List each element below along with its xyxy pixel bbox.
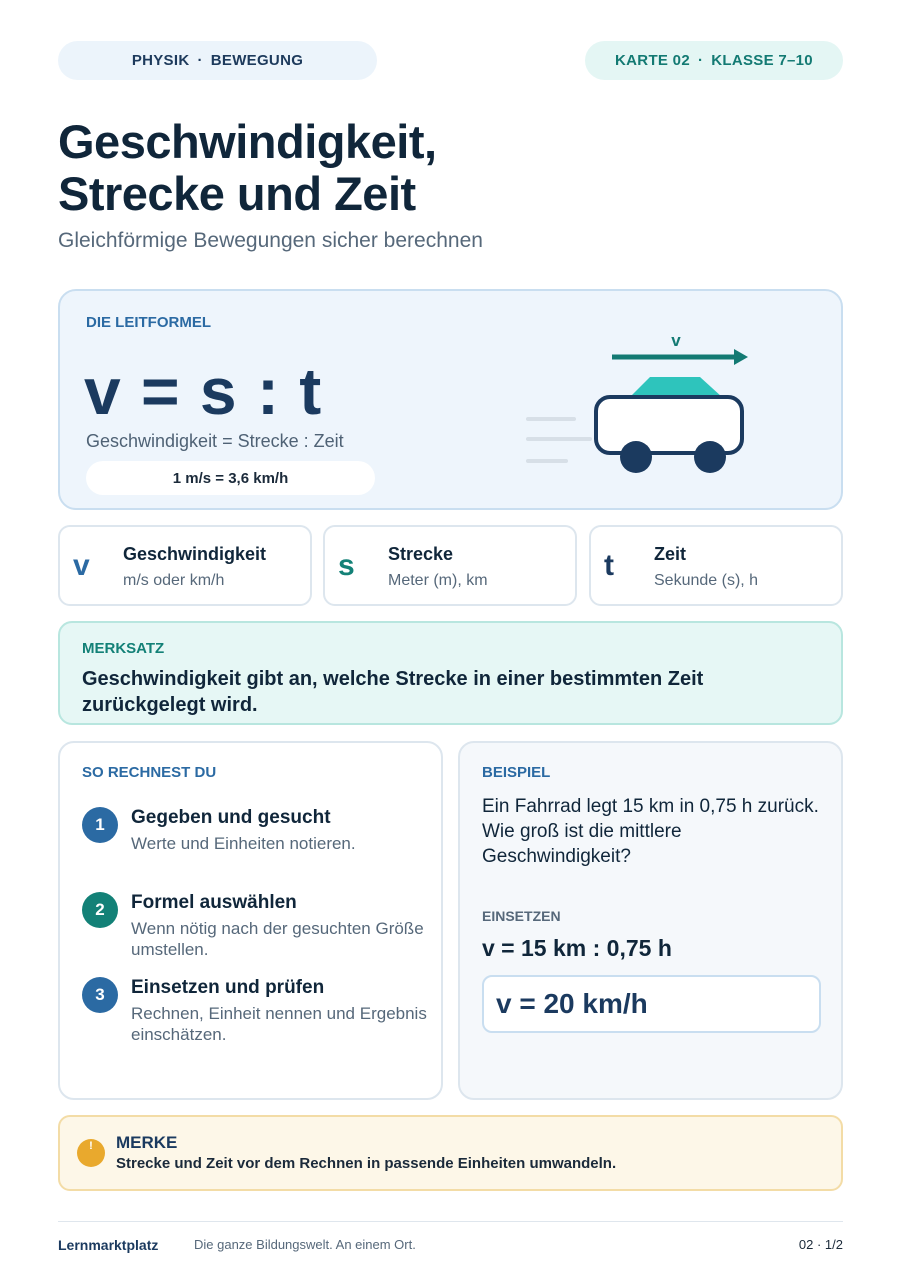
card-pill — [585, 41, 843, 80]
result-box: v = 20 km/h — [482, 975, 821, 1033]
velocity-arrow-label: v — [671, 331, 681, 350]
merksatz-label: MERKSATZ — [82, 640, 165, 657]
formula-label: DIE LEITFORMEL — [86, 314, 211, 331]
step-number-badge: 2 — [82, 892, 118, 928]
steps-card — [58, 741, 443, 1100]
footer-tagline: Die ganze Bildungswelt. An einem Ort. — [194, 1237, 416, 1252]
car-illustration — [526, 321, 786, 481]
car-roof — [630, 377, 722, 397]
variable-name: Geschwindigkeit — [123, 544, 267, 564]
variable-card-v — [58, 525, 312, 606]
warning-icon: ! — [77, 1139, 105, 1167]
page-title — [58, 116, 437, 220]
topic-label: BEWEGUNG — [210, 52, 304, 69]
car-wheel-front — [620, 441, 652, 473]
card-number-label: KARTE 02 — [615, 52, 690, 69]
page-title-line-1: Geschwindigkeit, — [58, 115, 437, 168]
step-text: Werte und Einheiten notieren. — [131, 834, 356, 853]
merksatz-text: Geschwindigkeit gibt an, welche Strecke in einer bestimmten Zeit zurückgelegt wird. — [82, 668, 704, 716]
substitution-label: EINSETZEN — [482, 908, 561, 924]
subject-pill — [58, 41, 377, 80]
subject-label: PHYSIK — [131, 52, 190, 69]
merksatz-card — [58, 621, 843, 725]
variable-symbol: s — [338, 549, 355, 582]
page-title-line-2: Strecke und Zeit — [58, 167, 416, 220]
step-text: Rechnen, Einheit nennen und Ergebnis einschätzen. — [131, 1004, 427, 1044]
page-subtitle: Gleichförmige Bewegungen sicher berechnen — [58, 229, 483, 252]
step-title: Formel auswählen — [131, 892, 297, 913]
variable-card-s — [323, 525, 577, 606]
grade-label: KLASSE 7–10 — [711, 52, 813, 69]
step-title: Einsetzen und prüfen — [131, 977, 325, 998]
note-text: Strecke und Zeit vor dem Rechnen in passende Einheiten umwandeln. — [116, 1155, 617, 1172]
note-label: MERKE — [116, 1133, 178, 1152]
steps-label: SO RECHNEST DU — [82, 764, 217, 781]
note-card — [58, 1115, 843, 1191]
velocity-arrow-head — [734, 349, 748, 365]
variable-unit: Sekunde (s), h — [654, 572, 759, 589]
subject-separator: · — [197, 52, 203, 69]
formula-card — [58, 289, 843, 510]
step-number-badge: 1 — [82, 807, 118, 843]
variable-symbol: t — [604, 549, 614, 582]
substitution-expression: v = 15 km : 0,75 h — [482, 935, 672, 961]
variable-name: Strecke — [388, 544, 454, 564]
variable-card-t — [589, 525, 843, 606]
variable-unit: Meter (m), km — [388, 572, 488, 589]
formula-words: Geschwindigkeit = Strecke : Zeit — [86, 431, 344, 451]
variable-unit: m/s oder km/h — [123, 572, 225, 589]
example-label: BEISPIEL — [482, 764, 551, 781]
step-title: Gegeben und gesucht — [131, 807, 331, 828]
footer-brand: Lernmarktplatz — [58, 1237, 159, 1253]
unit-conversion-badge: 1 m/s = 3,6 km/h — [86, 461, 375, 495]
variable-name: Zeit — [654, 544, 687, 564]
formula-expression: v = s : t — [84, 354, 323, 428]
step-number-badge: 3 — [82, 977, 118, 1013]
example-card — [458, 741, 843, 1100]
variable-symbol: v — [73, 549, 90, 582]
car-wheel-rear — [694, 441, 726, 473]
example-task: Ein Fahrrad legt 15 km in 0,75 h zurück. Wie groß ist die mittlere Geschwindigkeit? — [482, 796, 819, 867]
card-separator: · — [697, 52, 704, 69]
footer-divider — [58, 1221, 843, 1222]
page-number: 02 · 1/2 — [798, 1237, 843, 1252]
step-text: Wenn nötig nach der gesuchten Größe umstellen. — [131, 919, 424, 959]
